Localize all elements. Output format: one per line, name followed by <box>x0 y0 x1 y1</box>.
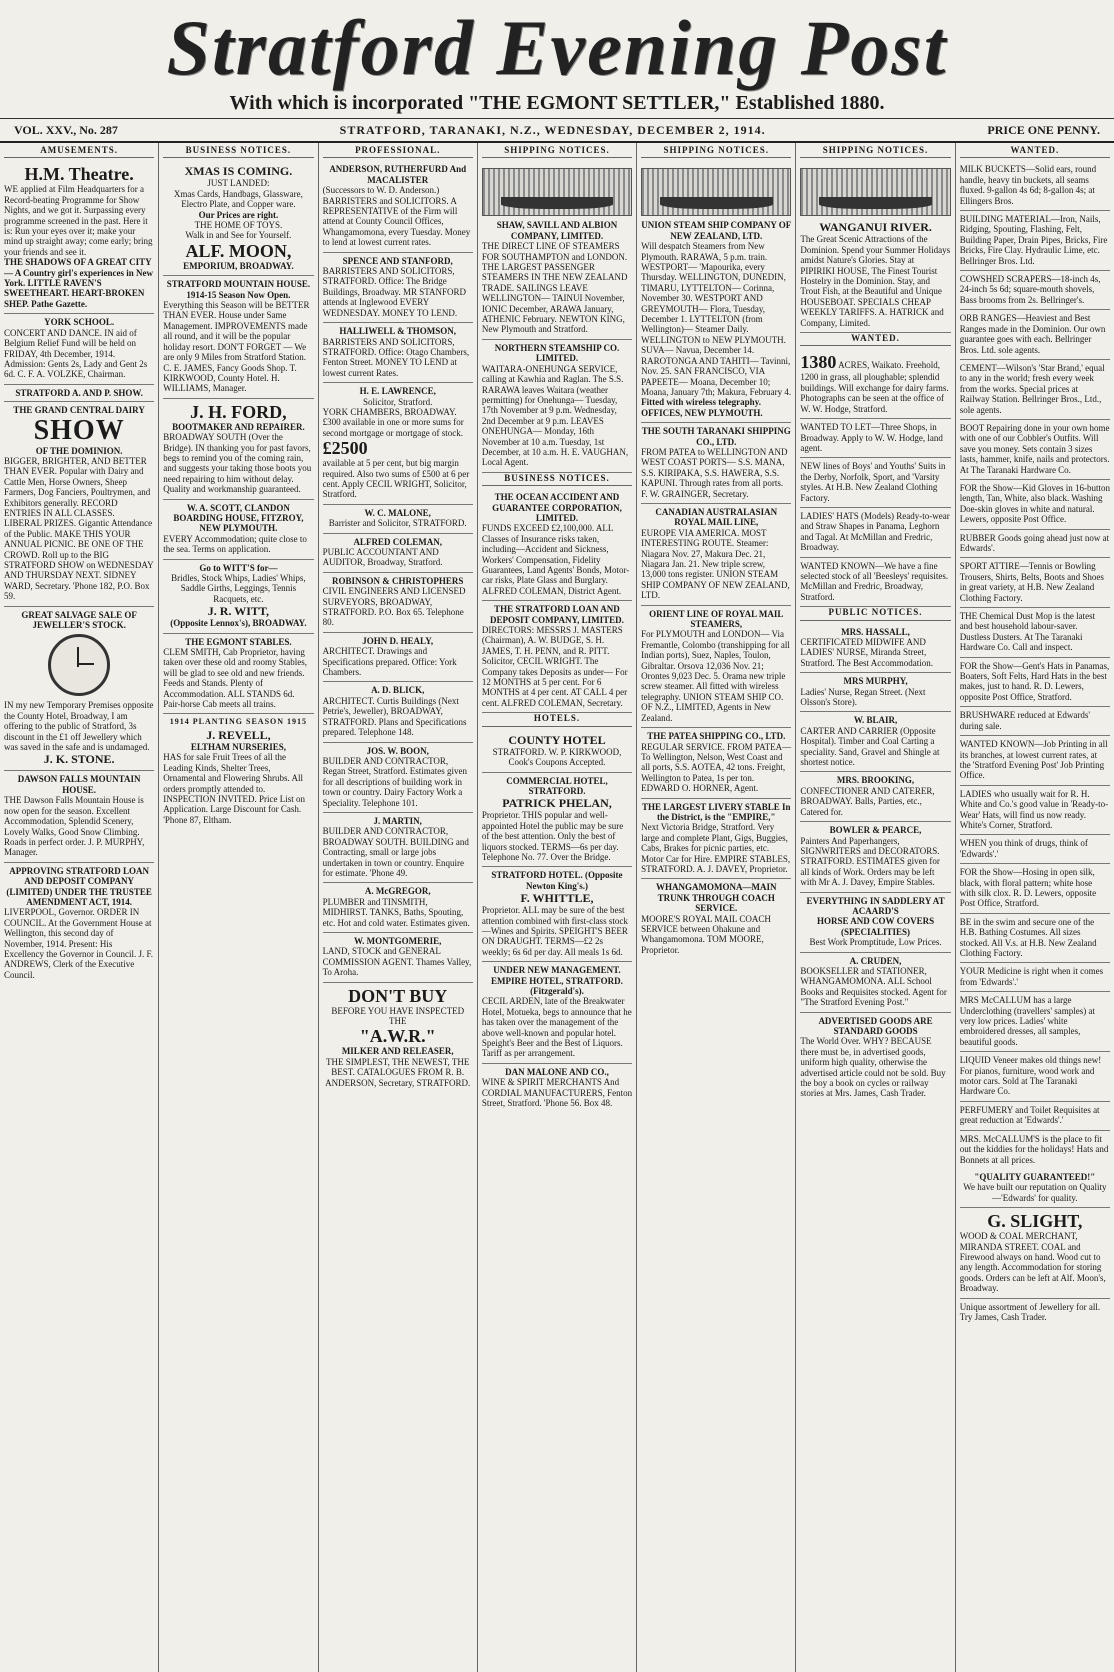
murphy-ad <box>800 673 950 712</box>
wanted-list <box>960 161 1110 1169</box>
revell-ad <box>163 714 313 829</box>
ad-title: APPROVING STRATFORD LOAN AND DEPOSIT COMPANY (LIMITED) UNDER THE TRUSTEE AMENDMENT ACT, 1914. <box>6 865 152 907</box>
new-lines-ad: NEW lines of Boys' and Youths' Suits in the Derby, Norfolk, Sport, and 'Varsity styles. At H.B. New Zealand Clothing Factory. <box>800 458 950 508</box>
ad-title: JOS. W. BOON, <box>366 745 429 756</box>
wanted-item: COWSHED SCRAPERS—18-inch 4s, 24-inch 5s 6d; square-mouth shovels, Bass brooms from 2s. Bellringer's. <box>960 271 1110 310</box>
school-ad <box>4 314 154 384</box>
theatre-ad <box>4 161 154 314</box>
ad-body: LAND, STOCK and GENERAL COMMISSION AGENT. Thames Valley, To Aroha. <box>322 946 472 978</box>
ad-title: DAN MALONE AND CO., <box>505 1066 609 1077</box>
ad-title: STRATFORD A. AND P. SHOW. <box>15 387 143 398</box>
ad-text: THE HOME OF TOYS. <box>194 220 283 231</box>
ad-body: Bridles, Stock Whips, Ladies' Whips, Saddle Girths, Leggings, Tennis Racquets, etc. <box>171 573 306 604</box>
ad-body: Painters And Paperhangers, SIGNWRITERS and DECORATORS. STRATFORD. ESTIMATES given for all kinds of Work. Orders may be left with Mr A. J. Davey, Empire Stables. <box>800 835 940 888</box>
column-shipping-2 <box>637 143 796 1672</box>
ad-body: THE DIRECT LINE OF STEAMERS FOR SOUTHAMPTON and LONDON. THE LARGEST PASSENGER STEAMERS IN THE NEW ZEALAND TRADE. SAILINGS LEAVE WELLINGTON— TAINUI November, IONIC December, ARAWA January, ATHENIC February. NEWTON KING, New Plymouth and Stratford. <box>481 241 628 335</box>
ad-body: The Great Scenic Attractions of the Dominion. Spend your Summer Holidays amidst Nature's Glories. Stay at PIPIRIKI HOUSE, The Finest Tourist Hostelry in the Dominion. Stay, and Trout Fish, at the Beautiful and Unique HOUSEBOAT. SPECIALS CHEAP WEEKLY TARIFFS. A. HATRICK and Company, Limited. <box>800 234 951 328</box>
ad-title: HALLIWELL & THOMSON, <box>339 326 456 337</box>
ad-subtitle: HORSE AND COW COVERS (SPECIALITIES) <box>816 916 935 937</box>
column-heading: SHIPPING NOTICES. <box>641 145 791 158</box>
ad-title: W. C. MALONE, <box>364 507 431 518</box>
ad-headline: "A.W.R." <box>359 1026 436 1047</box>
northern-ad <box>482 340 632 473</box>
column-heading: AMUSEMENTS. <box>4 145 154 158</box>
ad-headline: 1380 <box>800 352 837 373</box>
wanganui-ad <box>800 161 950 333</box>
ad-text: Xmas Cards, Handbags, Glassware, Electro Plate, and Copper ware. <box>173 188 303 210</box>
ad-title: UNION STEAM SHIP COMPANY OF NEW ZEALAND, LTD. <box>641 220 792 241</box>
robinson-ad <box>323 573 473 633</box>
ad-body: WE applied at Film Headquarters for a Record-beating Programme for Show Nights, and we got it. Surpassing every programme screened in the past. Here it is: Run your eyes over it; make your mind up straight away; come early; bring your friends and see it. <box>4 184 153 257</box>
stables-ad <box>163 634 313 715</box>
column-professional <box>319 143 478 1672</box>
ad-headline: J. REVELL, <box>206 727 271 742</box>
column-wanted <box>956 143 1114 1672</box>
wanted-item: WANTED KNOWN—Job Printing in all its branches, at lowest current rates, at the 'Stratford Evening Post' Job Printing Office. <box>960 736 1110 786</box>
canadian-ad <box>641 504 791 606</box>
ad-body: ARCHITECT. Drawings and Specifications prepared. Office: York Chambers. <box>322 646 457 678</box>
column-shipping-1 <box>478 143 637 1672</box>
ad-body: CERTIFICATED MIDWIFE AND LADIES' NURSE, Miranda Street, Stratford. The Best Accommodation. <box>800 637 933 668</box>
masthead <box>0 0 1114 119</box>
wanted-item: BUILDING MATERIAL—Iron, Nails, Ridging, Spouting, Flashing, Felt, Building Paper, Drain Pipes, Bricks, Fire Bricks, Fire Clay. Hydraulic Lime, etc. Bellringer Bros. Ltd. <box>960 211 1110 271</box>
spence-ad <box>323 253 473 323</box>
ad-note: Best Work Promptitude, Low Prices. <box>809 937 942 948</box>
ad-title: J. MARTIN, <box>373 815 422 826</box>
wanted-item: THE Chemical Dust Mop is the latest and best household labour-saver. Dustless Dusters. At The Taranaki Hardware Co. Call and inspect. <box>960 608 1110 658</box>
ad-title: CANADIAN AUSTRALASIAN ROYAL MAIL LINE, <box>655 506 778 528</box>
ad-headline: J. R. WITT, <box>207 604 270 619</box>
wanted-item: ORB RANGES—Heaviest and Best Ranges made in the Dominion. Our own guarantee goes with each. Bellringer Bros. Ltd. sole agents. <box>960 310 1110 360</box>
union-steamship-ad <box>641 161 791 423</box>
ad-body: Next Victoria Bridge, Stratford. Very large and complete Plant, Gigs, Buggies, Cabs, Brakes for picnic parties, etc. Motor Car for Hire. EMPIRE STABLES, STRATFORD. A. J. DAVEY, Proprietor. <box>641 822 791 874</box>
patea-ad <box>641 728 791 798</box>
ad-body: THE SIMPLEST, THE NEWEST, THE BEST. CATALOGUES FROM R. B. ANDERSON, Secretary, STRATFORD. <box>325 1056 471 1088</box>
column-heading: BUSINESS NOTICES. <box>163 145 313 158</box>
quality-ad <box>960 1169 1110 1208</box>
bowler-pearce-ad <box>800 822 950 892</box>
ad-headline: SHOW <box>33 414 125 446</box>
ad-body: The World Over. WHY? BECAUSE there must be, in advertised goods, uniform high quality, otherwise the advertised article could not be sold. Buy the boy a book on cycles or railway stories at Mrs. James, Cash Trader. <box>800 1036 946 1099</box>
ad-title: XMAS IS COMING. <box>184 164 293 179</box>
ad-headline: G. SLIGHT, <box>987 1211 1083 1232</box>
ad-body: CIVIL ENGINEERS AND LICENSED SURVEYORS, BROADWAY, STRATFORD. P.O. Box 65. Telephone 80. <box>322 586 466 628</box>
hassall-ad <box>800 624 950 674</box>
ad-title: MRS. BROOKING, <box>836 775 915 786</box>
columns <box>0 143 1114 1672</box>
ad-title: SPENCE AND STANFORD, <box>342 255 453 266</box>
wanted-item: RUBBER Goods going ahead just now at Edwards'. <box>960 530 1110 559</box>
ad-signature: J. K. STONE. <box>43 752 115 767</box>
ad-title: YORK SCHOOL. <box>44 317 115 328</box>
moon-ad <box>163 161 313 276</box>
ad-subtitle: ELTHAM NURSERIES, <box>190 741 287 752</box>
ad-title: W. BLAIR, <box>853 715 898 726</box>
ad-title: JOHN D. HEALY, <box>362 635 434 646</box>
ad-body: ACRES, Waikato. Freehold, 1200 in grass, all ploughable; splendid buildings. Will exchange for dairy farms. Photographs can be seen at the office of W. W. Hodge, Stratford. <box>800 360 949 414</box>
ad-title: MRS MURPHY, <box>843 676 908 687</box>
ad-title: NORTHERN STEAMSHIP CO. LIMITED. <box>494 342 620 364</box>
ad-body: BARRISTERS AND SOLICITORS, STRATFORD. Office: The Bridge Buildings, Broadway. MR STANFORD attends at Inglewood EVERY WEDNESDAY. MONEY TO LEND. <box>322 266 467 318</box>
ad-subtitle: Solicitor, Stratford. <box>363 396 433 407</box>
ad-title: MRS. HASSALL, <box>841 626 910 637</box>
lawrence-ad <box>323 383 473 505</box>
ad-body: BROADWAY SOUTH (Over the Bridge). IN thanking you for past favors, begs to remind you of the coming rain, and suggests your taking those boots you need repairing to him without delay. Quality and workmanship guaranteed. <box>163 432 312 495</box>
wanted-item: MILK BUCKETS—Solid ears, round handle, heavy tin buckets, all seams fluxed. 9-gallon 4s 6d; 8-gallon 4s; at Ellingers Bros. <box>960 161 1110 211</box>
wanted-item: MRS. McCALLUM'S is the place to fit out the kiddies for the holidays! Hats and Bonnets at all prices. <box>959 1133 1109 1165</box>
column-amusements <box>0 143 159 1672</box>
montgomerie-ad <box>323 933 473 983</box>
column-heading: PROFESSIONAL. <box>323 145 473 158</box>
wanted-item: FOR the Show—Kid Gloves in 16-button length, Tan, White, also black. Washing Doe-skin gloves in white and natural. Lewers, opposite Post Office. <box>960 480 1110 530</box>
ad-body: ARCHITECT. Curtis Buildings (Next Petrie's, Jeweller), BROADWAY, STRATFORD. Plans and Specifications prepared. Telephone 148. <box>322 695 467 738</box>
volume-number: VOL. XXV., No. 287 <box>14 122 118 137</box>
ad-subtitle: THE GRAND CENTRAL DAIRY <box>13 405 145 416</box>
ad-body: BUILDER AND CONTRACTOR, BROADWAY SOUTH. BUILDING and Contracting, small or large jobs undertaken in town or country. Enquire for estimate. 'Phone 49. <box>322 826 469 878</box>
wanted-item: WHEN you think of drugs, think of 'Edwards'.' <box>960 835 1110 864</box>
wanted-item: YOUR Medicine is right when it comes from 'Edwards'.' <box>960 963 1110 992</box>
ad-title: A. D. BLICK, <box>371 685 425 696</box>
blick-ad <box>323 682 473 742</box>
ad-body: THE Dawson Falls Mountain House is now open for the season. Excellent Accommodation, Splendid Scenery, Lovely Walks, Good Snow Climbing. Roads in perfect order. J. P. MURPHY, Manager. <box>4 795 145 858</box>
ad-title: "QUALITY GUARANTEED!" <box>974 1171 1096 1182</box>
wanted-item: BE in the swim and secure one of the H.B. Bathing Costumes. All sizes stocked. All V.s. at H.B. New Zealand Clothing Factory. <box>960 914 1110 964</box>
ad-body: CONCERT AND DANCE. IN aid of Belgium Relief Fund will be held on FRIDAY, 4th December, 1914. Admission: Gents 2s, Lady and Gent 2s 6d. C. F. A. VOLZKE, Chairman. <box>4 327 148 380</box>
newspaper-subtitle: With which is incorporated "THE EGMONT SETTLER," Established 1880. <box>229 92 885 114</box>
ad-body: YORK CHAMBERS, BROADWAY. £300 available in one or more sums for second mortgage or mortgage of stock. <box>322 406 464 438</box>
ad-body: LIVERPOOL, Governor. ORDER IN COUNCIL. At the Government House at Wellington, this second day of November, 1914. Present: His Excellency the Governor in Council. J. F. ANDREWS, Clerk of the Executive Council. <box>4 907 153 980</box>
ad-body: EUROPE VIA AMERICA. MOST INTERESTING ROUTE. Steamer: Niagara Nov. 27, Makura Dec. 21, Niagara Jan. 21. New triple screw, 13,000 tons register. UNION STEAM SHIP COMPANY OF NEW ZEALAND, LTD. <box>641 527 790 601</box>
ad-title: GREAT SALVAGE SALE OF JEWELLER'S STOCK. <box>21 609 137 631</box>
ad-title: H.M. Theatre. <box>24 164 134 185</box>
awr-ad <box>323 983 473 1092</box>
ad-body: Proprietor. THIS popular and well-appointed Hotel the public may be sure of the best attention. Only the best of liquors stocked. TERMS—6s per day. Telephone No. 77. Over the Bridge. <box>481 810 624 862</box>
wanted-item: CEMENT—Wilson's 'Star Brand,' equal to any in the world; fresh every week from the works. Special prices at Railway Station. Bellringer Bros., Ltd., sole agents. <box>960 360 1110 420</box>
place-date: STRATFORD, TARANAKI, N.Z., WEDNESDAY, DECEMBER 2, 1914. <box>339 122 766 137</box>
ad-subtitle: MILKER AND RELEASER, <box>341 1046 454 1057</box>
ad-title: W. MONTGOMERIE, <box>353 936 442 946</box>
ad-title: SHAW, SAVILL AND ALBION COMPANY, LIMITED. <box>496 220 618 241</box>
column-shipping-3 <box>796 143 955 1672</box>
scott-ad <box>163 500 313 560</box>
ad-body: CARTER AND CARRIER (Opposite Hospital). Timber and Coal Carting a speciality. Sand, Gravel and Shingle at shortest notice. <box>800 725 940 768</box>
ad-title: W. A. SCOTT, CLANDON BOARDING HOUSE, FITZROY, NEW PLYMOUTH. <box>173 502 304 534</box>
ad-note: Fitted with wireless telegraphy. OFFICES, NEW PLYMOUTH. <box>641 397 763 418</box>
ad-subtitle: EMPIRE HOTEL, STRATFORD. (Fitzgerald's). <box>491 975 623 996</box>
ad-title: DAWSON FALLS MOUNTAIN HOUSE. <box>17 774 141 795</box>
ad-subtitle: BOOTMAKER AND REPAIRER. <box>172 421 305 432</box>
riverboat-icon <box>800 168 950 216</box>
section-heading: BUSINESS NOTICES. <box>482 473 632 486</box>
ad-body: EVERY Accommodation; quite close to the sea. Terms on application. <box>163 533 307 555</box>
acres-ad <box>800 349 950 419</box>
commercial-hotel-ad <box>482 773 632 868</box>
ad-subtitle: OF THE DOMINION. <box>35 445 123 456</box>
ad-title: Go to WITT'S for— <box>199 562 278 573</box>
ad-body: PUBLIC ACCOUNTANT AND AUDITOR, Broadway, Stratford. <box>322 547 443 568</box>
wanted-item: LADIES who usually wait for R. H. White and Co.'s good value in 'Ready-to-Wear' Hats, will find us now ready. White's Corner, Stratford. <box>960 786 1110 836</box>
loan-company-ad <box>482 601 632 713</box>
ad-title: THE SOUTH TARANAKI SHIPPING CO., LTD. <box>641 426 791 447</box>
ad-title: ALFRED COLEMAN, <box>353 536 442 547</box>
saddlery-ad <box>800 893 950 953</box>
column-heading: SHIPPING NOTICES. <box>800 145 950 158</box>
cruden-ad <box>800 953 950 1013</box>
blair-ad <box>800 712 950 772</box>
coach-ad <box>641 879 791 959</box>
ad-body: CLEM SMITH, Cab Proprietor, having taken over these old and roomy Stables, will be glad to see old and new friends. Feeds and Stands. Plenty of Accommodation. ALL STANDS 6d. Pair-horse Cab meets all trains. <box>163 647 307 710</box>
ad-headline: J. H. FORD, <box>190 401 287 422</box>
ad-text: Walk in and See for Yourself. <box>185 230 292 241</box>
ad-title: UNDER NEW MANAGEMENT. <box>493 965 621 976</box>
boon-ad <box>323 743 473 813</box>
section-heading: WANTED. <box>800 333 950 346</box>
ocean-ad <box>482 489 632 601</box>
wanted-item: FOR the Show—Hosing in open silk, black, with floral pattern; white hose with silk clox. R. D. Lewers, opposite Post Office, Stratford. <box>960 864 1110 914</box>
ad-title: WHANGAMOMONA—MAIN TRUNK THROUGH COACH SERVICE. <box>656 882 777 914</box>
martin-ad <box>323 813 473 883</box>
ladies-hats-ad: LADIES' HATS (Models) Ready-to-wear and Straw Shapes in Panama, Leghorn and Tagal. At McMillan and Fredric, Broadway. <box>800 508 950 558</box>
ad-title: ANDERSON, RUTHERFURD And MACALISTER <box>329 164 467 185</box>
ad-body: PLUMBER and TINSMITH, MIDHIRST. TANKS, Baths, Spouting, etc. Hot and cold water. Estimates given. <box>322 896 470 928</box>
ad-title: WANGANUI RIVER. <box>819 220 932 235</box>
ad-headline: PATRICK PHELAN, <box>502 796 612 811</box>
ad-body: available at 5 per cent, but big margin required. Also two sums of £500 at 6 per cent. Apply CECIL WRIGHT, Solicitor, Stratford. <box>322 458 470 500</box>
ad-body: BUILDER AND CONTRACTOR, Regan Street, Stratford. Estimates given for all descriptions of building work in town or country. Dairy Factory Work a Speciality. Telephone 101. <box>322 755 468 808</box>
dan-malone-ad <box>482 1064 632 1113</box>
orient-ad <box>641 606 791 728</box>
steamship-icon <box>641 168 791 216</box>
ad-title: A. CRUDEN, <box>849 955 902 966</box>
dateline <box>0 119 1114 143</box>
ad-body: IN my new Temporary Premises opposite the County Hotel, Broadway, I am offering to the public of Stratford, 3s discount in the £1 off Jewellery which was saved in the safe and is undamaged. <box>4 700 154 753</box>
ad-title: 1914 PLANTING SEASON 1915 <box>169 717 308 727</box>
healy-ad <box>323 633 473 683</box>
ad-title: COMMERCIAL HOTEL, STRATFORD. <box>506 775 608 796</box>
section-heading: HOTELS. <box>482 713 632 726</box>
ad-title: EVERYTHING IN SADDLERY AT ACAARD'S <box>806 895 945 916</box>
jewellery-note: Unique assortment of Jewellery for all. Try James, Cash Trader. <box>959 1301 1101 1322</box>
ad-title: THE STRATFORD LOAN AND DEPOSIT COMPANY, LIMITED. <box>490 604 624 625</box>
ad-title: STRATFORD HOTEL. (Opposite Newton King's.) <box>491 870 623 891</box>
shaw-savill-ad <box>482 161 632 339</box>
loan-order-notice <box>4 863 154 984</box>
ad-body: Everything this Season will be BETTER THAN EVER. House under Same Management. IMPROVEMENTS made all round, and it will be the popular holiday resort. DON'T FORGET — We are only 9 Miles from Stratford Station. C. E. JAMES, Fancy Goods Shop. T. KIRKWOOD, County Hotel. H. WILLIAMS, Manager. <box>163 300 310 394</box>
ad-body: Will despatch Steamers from New Plymouth. RARAWA, 5 p.m. train. WESTPORT— 'Mapourika, every Thursday. WELLINGTON, DUNEDIN, TIMARU, LYTTELTON— Corinna, November 30. WESTPORT AND GREYMOUTH— Flora, Tuesday, December 1. LYTTELTON (from Wellington)— Steamer Daily. WELLINGTON to NEW PLYMOUTH. SUVA— Navua, December 14. RAROTONGA AND TAHITI— Tavinni, Nov. 25. SAN FRANCISCO, VIA PAPEETE— Moana, December 10; Moana, January 7th; Makura, February 4. <box>641 241 792 397</box>
empire-hotel-ad <box>482 962 632 1064</box>
ad-title: THE PATEA SHIPPING CO., LTD. <box>647 731 786 742</box>
ad-text: BEFORE YOU HAVE INSPECTED THE <box>331 1005 465 1027</box>
ad-subtitle: 1914-15 Season Now Open. <box>186 289 291 300</box>
ad-subtitle: Barrister and Solicitor, STRATFORD. <box>328 518 467 529</box>
wanted-item: LIQUID Veneer makes old things new! For pianos, furniture, wood work and motor cars. Sold at The Taranaki Hardware Co. <box>960 1052 1110 1102</box>
wanted-item: PERFUMERY and Toilet Requisites at great reduction at 'Edwards'.' <box>960 1102 1110 1131</box>
ad-body: FUNDS EXCEED £2,100,000. ALL Classes of Insurance risks taken, including—Accident and Sickness, Workers' Compensation, Fidelity Guarantees, Land Agents' Bonds, Motor-car risks, Plate Glass and Burglary. ALFRED COLEMAN, District Agent. <box>481 523 630 596</box>
ad-body: WAITARA-ONEHUNGA SERVICE, calling at Kawhia and Raglan. The S.S. RARAWA leaves Waitara (weather permitting) for Onehunga— Tuesday, 17th November at 9 p.m. Wednesday, 2nd December at 9 p.m. LEAVES ONEHUNGA— Monday, 16th November at 10 a.m. Tuesday, 1st December, at 10 a.m. H. E. VAUGHAN, Local Agent. <box>481 363 629 468</box>
jeweller-ad <box>4 607 154 772</box>
ad-headline: ALF. MOON, <box>185 240 292 261</box>
ad-headline: £2500 <box>322 438 368 459</box>
price: PRICE ONE PENNY. <box>987 122 1100 137</box>
show-ad <box>4 385 154 607</box>
advertised-goods-ad <box>800 1013 950 1103</box>
column-business-notices <box>159 143 318 1672</box>
ad-body: BARRISTERS AND SOLICITORS, STRATFORD. Office: Otago Chambers, Fenton Street. MONEY TO LEND at lowest current Rates. <box>322 336 470 378</box>
ad-body: REGULAR SERVICE. FROM PATEA— To Wellington, Nelson, West Coast and all ports, S.S. AOTEA, 42 tons. Freight, Wellington to Patea, 1s per ton. EDWARD O. HORNER, Agent. <box>641 741 792 794</box>
wanted-item: MRS McCALLUM has a large Underclothing (travellers' samples) at very low prices. Ladies' white embroidered dresses, all samples, beautiful goods. <box>960 992 1110 1052</box>
ad-title: H. E. LAWRENCE, <box>359 386 436 397</box>
ad-body: STRATFORD. W. P. KIRKWOOD, Cook's Coupons Accepted. <box>492 746 622 768</box>
ad-body: HAS for sale Fruit Trees of all the Leading Kinds, Shelter Trees, Ornamental and Flowering Shrubs. All orders promptly attended to. INSPECTION INVITED. Price List on Application. Large Discount for Cash. 'Phone 87, Eltham. <box>163 752 306 825</box>
mcgregor-ad <box>323 883 473 933</box>
ad-title: THE LARGEST LIVERY STABLE In the District, is the "EMPIRE," <box>641 801 791 822</box>
ad-body: DIRECTORS: MESSRS J. MASTERS (Chairman), A. W. BUDGE, S. H. JAMES, T. H. PENN, and R. PITT. Solicitor, CECIL WRIGHT. The Company takes Deposits as under— For 12 MONTHS at 5 per cent. For 6 MONTHS at 4 per cent. AT CALL 4 per cent. ALFRED COLEMAN, Secretary. <box>481 625 628 708</box>
ad-body: For PLYMOUTH and LONDON— Via Fremantle, Colombo (transhipping for all Indian ports), Suez, Naples, Toulon, Gibraltar. Orsova 12,036 Nov. 21; Orontes 9,023 Dec. 5. Orama new triple screw steamer. All fitted with wireless telegraphy. UNION STEAM SHIP CO. OF N.Z., LIMITED, Agents in New Zealand. <box>641 629 790 723</box>
ad-body: BOOKSELLER and STATIONER, WHANGAMOMONA. ALL School Books and Requisites stocked. Agent for "The Stratford Evening Post." <box>800 965 947 1008</box>
ad-body: Ladies' Nurse, Regan Street. (Next Olsson's Store). <box>800 686 926 708</box>
to-let-ad: WANTED TO LET—Three Shops, in Broadway. Apply to W. W. Hodge, land agent. <box>800 419 950 458</box>
newspaper-title: Stratford Evening Post <box>166 4 948 91</box>
ad-body: CONFECTIONER AND CATERER, BROADWAY. Balls, Parties, etc., Catered for. <box>800 785 935 817</box>
section-heading: PUBLIC NOTICES. <box>800 607 950 620</box>
ad-body: BIGGER, BRIGHTER, AND BETTER THAN EVER. Popular with Dairy and Cattle Men, Horse Owners, Sheep Farmers, Dog Fanciers, Poultrymen, and Exhibitors generally. RECORD ENTRIES IN ALL CLASSES. LIBERAL PRIZES. Gigantic Attendance of the Public. MAKE THIS YOUR ANNUAL PICNIC. BE ONE OF THE CROWD. Roll up to the BIG STRATFORD SHOW on WEDNESDAY AND THURSDAY NEXT. SIDNEY WARD, Secretary. 'Phone 182, P.O. Box 59. <box>4 455 154 602</box>
malone-ad <box>323 505 473 534</box>
ad-subtitle: (Opposite Lennox's), BROADWAY. <box>170 618 307 629</box>
wanted-item: SPORT ATTIRE—Tennis or Bowling Trousers, Shirts, Belts, Boots and Shoes in great variety, at H.B. New Zealand Clothing Factory. <box>960 558 1110 608</box>
wanted-known-ad: WANTED KNOWN—We have a fine selected stock of all 'Beesleys' requisites. McMillan and Fredric, Broadway, Stratford. <box>800 558 950 608</box>
slight-ad <box>960 1208 1110 1298</box>
ford-ad <box>163 399 313 500</box>
south-taranaki-ad <box>641 423 791 504</box>
pocket-watch-icon <box>48 634 110 696</box>
ad-title: THE EGMONT STABLES. <box>185 636 292 647</box>
ad-body: FROM PATEA to WELLINGTON AND WEST COAST PORTS— S.S. MANA, S.S. KIRIPAKA, S.S. HAWERA, S.S. KAPUNI. Through rates from all ports. F. W. GRAINGER, Secretary. <box>641 446 788 499</box>
mountain-house-ad <box>163 276 313 398</box>
brooking-ad <box>800 772 950 822</box>
ad-headline: DON'T BUY <box>348 985 448 1006</box>
coleman-ad <box>323 534 473 573</box>
ad-title: ADVERTISED GOODS ARE STANDARD GOODS <box>818 1015 933 1036</box>
halliwell-ad <box>323 323 473 383</box>
ad-title: ORIENT LINE OF ROYAL MAIL STEAMERS, <box>649 608 784 630</box>
ad-title: ROBINSON & CHRISTOPHERS <box>332 575 464 586</box>
ad-text: Our Prices are right. <box>198 209 279 220</box>
ad-body: WINE & SPIRIT MERCHANTS And CORDIAL MANUFACTURERS, Fenton Street, Stratford. 'Phone 56. Box 48. <box>481 1077 633 1109</box>
anderson-ad <box>323 161 473 252</box>
column-heading: WANTED. <box>960 145 1110 158</box>
ad-title: STRATFORD MOUNTAIN HOUSE. <box>166 279 311 290</box>
ad-body: We have built our reputation on Quality—'Edwards' for quality. <box>963 1182 1107 1203</box>
steamship-icon <box>482 168 632 216</box>
ad-body: MOORE'S ROYAL MAIL COACH SERVICE between Ohakune and Whangamomona. TOM MOORE, Proprietor. <box>641 913 771 955</box>
ad-body: (Successors to W. D. Anderson.) BARRISTERS and SOLICITORS. A REPRESENTATIVE of the Firm will attend at County Council Offices, Whangamomona, every Tuesday. Money to lend at lowest current rates. <box>322 185 471 248</box>
ad-title: A. McGREGOR, <box>364 886 431 897</box>
ad-title: BOWLER & PEARCE, <box>829 825 922 836</box>
stratford-hotel-ad <box>482 867 632 962</box>
livery-ad <box>641 799 791 880</box>
column-heading: SHIPPING NOTICES. <box>482 145 632 158</box>
county-hotel-ad <box>482 730 632 773</box>
wanted-item: FOR the Show—Gent's Hats in Panamas, Boaters, Soft Felts, Hard Hats in the best makes, just to hand. R. D. Lewers, opposite Post Office, Stratford. <box>960 658 1110 708</box>
ad-body: WOOD & COAL MERCHANT, MIRANDA STREET. COAL and Firewood always on hand. Wood cut to any length. Accommodation for storing goods. Orders can be left at Alf. Moon's, Broadway. <box>959 1231 1106 1294</box>
ad-body: THE SHADOWS OF A GREAT CITY — A Country girl's experiences in New York. LITTLE RAVEN'S SWEETHEART. HEART-BROKEN SHEP. Pathe Gazette. <box>4 257 153 309</box>
dawson-ad <box>4 771 154 862</box>
wanted-item: BOOT Repairing done in your own home with one of our Cobbler's Outfits. Will save you money. Sets contain 3 sizes lasts, hammer, knife, nails and protectors. At The Taranaki Hardware Co. <box>960 420 1110 480</box>
ad-subtitle: EMPORIUM, BROADWAY. <box>183 260 294 271</box>
witt-ad <box>163 560 313 634</box>
ad-title: COUNTY HOTEL <box>508 732 606 747</box>
ad-title: THE OCEAN ACCIDENT AND GUARANTEE CORPORATION, LIMITED. <box>492 492 622 523</box>
ad-body: CECIL ARDEN, late of the Breakwater Hotel, Motueka, begs to announce that he has taken over the management of the above well-known and popular hotel. Speight's Beer and the Best of Liquors. Tariff as per arrangement. <box>481 996 632 1059</box>
ad-text: JUST LANDED: <box>207 178 270 189</box>
wanted-item: BRUSHWARE reduced at Edwards' during sale. <box>960 707 1110 736</box>
ad-headline: F. WHITTLE, <box>520 891 594 906</box>
ad-body: Proprietor. ALL may be sure of the best attention combined with first-class stock—Wines and Spirits. SPEIGHT'S BEER ON DRAUGHT. TERMS—£2 2s weekly; 6s 6d per day. All meals 1s 6d. <box>481 905 628 957</box>
